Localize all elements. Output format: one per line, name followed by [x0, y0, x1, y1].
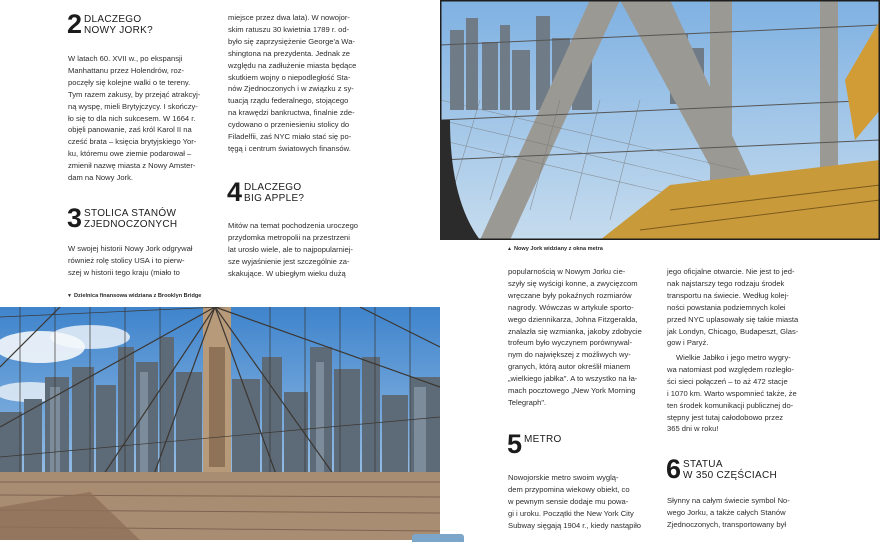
text-line: lat urosło wiele, ale to najpopularniej-: [228, 244, 353, 254]
text-line: przydomka metropolii na przestrzeni: [228, 232, 350, 242]
text-line: wa natomiast pod względem rozległo-: [667, 364, 795, 374]
caption-triangle-icon: ▼: [67, 293, 72, 299]
text-line: i 1070 km. Warto wspomnieć także, że: [667, 388, 797, 398]
brooklyn-bridge-photo: [0, 307, 440, 540]
text-line: transportu na świecie. Według kolej-: [667, 290, 789, 300]
section-5-text: [508, 472, 658, 532]
text-line: gi i uroku. Początki the New York City: [508, 508, 634, 518]
section-4-continued-text: [508, 266, 658, 409]
section-number: 2: [67, 9, 83, 39]
text-line: w pewnym sensie dodaje mu powa-: [508, 496, 629, 506]
text-line: Wielkie Jabłko i jego metro wygry-: [676, 353, 791, 362]
text-line: Subway sięgają 1904 r., kiedy nastąpiło: [508, 520, 641, 530]
subway-window-photo: [440, 0, 880, 240]
section-title: DLACZEGO NOWY JORK?: [84, 14, 153, 36]
section-number: 5: [507, 429, 523, 459]
text-line: sze wyjaśnienie jest szczególnie za-: [228, 256, 350, 266]
section-6-heading: [666, 454, 777, 484]
section-number: 4: [227, 177, 243, 207]
section-4-heading: [227, 177, 305, 207]
photo-caption: ▼ Dzielnica finansowa widziana z Brooklyn Bridge: [67, 293, 202, 299]
text-line: dam na Nowy Jork.: [68, 173, 133, 183]
text-line: Manhattanu przez Holendrów, roz-: [68, 65, 185, 75]
text-line: ten środek komunikacji publicznej do-: [667, 400, 794, 410]
text-line: ku, któremu owe ziemie podarował –: [68, 149, 192, 159]
section-2-text: [68, 53, 218, 184]
text-line: na krawędzi bankructwa, finalnie zde-: [228, 108, 355, 118]
text-line: ło się to dla nich sukcesem. W 1664 r.: [68, 113, 196, 123]
text-line: Nowojorskie metro swoim wyglą-: [508, 473, 619, 482]
text-line: wego Jorku, a także całych Stanów: [667, 507, 786, 517]
text-line: względu na zadłużenie miasta będące: [228, 60, 357, 70]
section-4-text: [228, 220, 378, 280]
text-line: nak najstarszy tego rodzaju środek: [667, 278, 785, 288]
text-line: stępny jest tutaj całodobowo przez: [667, 412, 784, 422]
section-2-heading: [67, 9, 153, 39]
section-number: 6: [666, 454, 682, 484]
text-line: skakujące. W ubiegłym wieku dużą: [228, 268, 346, 278]
text-line: szyły się wyścigi konne, a zwycięzcom: [508, 278, 638, 288]
text-line: tęgą i centrum światowych finansów.: [228, 143, 351, 153]
text-line: szej w historii tego kraju (miało to: [68, 267, 180, 277]
page-tab-marker: [412, 534, 464, 542]
text-line: objęli panowanie, zaś król Karol II na: [68, 125, 192, 135]
section-5-paragraph-2: [667, 352, 817, 435]
section-title: STATUA W 350 CZĘŚCIACH: [683, 459, 777, 481]
text-line: granych, którą autor określił mianem: [508, 362, 631, 372]
text-line: skutkiem wojny o niepodległość Sta-: [228, 72, 351, 82]
text-line: „wielkiego jabłka". A to wszystko na ła-: [508, 374, 638, 384]
text-line: cydowano o przeniesieniu stolicy do: [228, 120, 350, 130]
text-line: popularnością w Nowym Jorku cie-: [508, 267, 626, 276]
text-line: Tym razem zakusy, by przejąć atrakcyj-: [68, 89, 201, 99]
text-line: nagrody. Wówczas w artykule sporto-: [508, 302, 634, 312]
section-title: STOLICA STANÓW ZJEDNOCZONYCH: [84, 208, 178, 230]
section-3-text: [68, 243, 218, 279]
text-line: wego dziennikarza, Johna Fitzgeralda,: [508, 314, 638, 324]
text-line: W swojej historii Nowy Jork odgrywał: [68, 244, 193, 253]
section-3-continued-text: [228, 12, 378, 155]
section-6-text: [667, 495, 817, 531]
section-5-heading: [507, 429, 562, 459]
text-line: dem przypomina wiekowy obiekt, co: [508, 484, 630, 494]
text-line: wręczane były pokaźnych rozmiarów: [508, 290, 632, 300]
text-line: było się zaprzysiężenie George'a Wa-: [228, 36, 355, 46]
text-line: również rolę stolicy USA i to pierw-: [68, 255, 185, 265]
text-line: jego oficjalne otwarcie. Nie jest to jed-: [667, 267, 795, 276]
text-line: znalazła się wzmianka, jakoby zdobycie: [508, 326, 642, 336]
section-5-continued-text: [667, 266, 817, 349]
text-line: miejsce przez dwa lata). W nowojor-: [228, 13, 350, 22]
text-line: Filadelfii, zaś NYC miało stać się po-: [228, 132, 352, 142]
text-line: skim ratuszu 30 kwietnia 1789 r. od-: [228, 24, 350, 34]
text-line: Zjednoczonych, transportowany był: [667, 519, 787, 529]
text-line: jak Londyn, Chicago, Budapeszt, Glas-: [667, 326, 799, 336]
text-line: 365 dni w roku!: [667, 424, 719, 434]
text-line: Mitów na temat pochodzenia uroczego: [228, 221, 359, 230]
text-line: Telegraph".: [508, 397, 547, 407]
section-title: DLACZEGO BIG APPLE?: [244, 182, 305, 204]
text-line: ści sieci połączeń – to aż 472 stacje: [667, 376, 788, 386]
photo-caption: ▲ Nowy Jork widziany z okna metra: [507, 246, 603, 252]
text-line: zmienił nazwę miasta z Nowy Amster-: [68, 161, 196, 171]
text-line: trofeum było wyczynem porównywal-: [508, 338, 633, 348]
text-line: ną wyspę, mieli Brytyjczycy. I skończy-: [68, 101, 198, 111]
text-line: przed NYC uplasowały się takie miasta: [667, 314, 799, 324]
text-line: cześć brata – księcia brytyjskiego Yor-: [68, 137, 197, 147]
caption-triangle-icon: ▲: [507, 246, 512, 252]
text-line: poczęły się kolejne walki o te tereny.: [68, 77, 191, 87]
text-line: W latach 60. XVII w., po ekspansji: [68, 54, 183, 63]
section-3-heading: [67, 203, 178, 233]
text-line: tuacją rządu federalnego, stojącego: [228, 96, 349, 106]
text-line: shingtona na prezydenta. Jednak ze: [228, 48, 351, 58]
text-line: nym do największej z możliwych wy-: [508, 350, 631, 360]
text-line: gow i Paryż.: [667, 338, 709, 348]
text-line: nów Zjednoczonych i w związku z sy-: [228, 84, 354, 94]
section-number: 3: [67, 203, 83, 233]
section-title: METRO: [524, 434, 562, 445]
text-line: mach pocztowego „New York Morning: [508, 386, 636, 396]
text-line: ności powstania podziemnych kolei: [667, 302, 786, 312]
text-line: Słynny na całym świecie symbol No-: [667, 496, 790, 505]
